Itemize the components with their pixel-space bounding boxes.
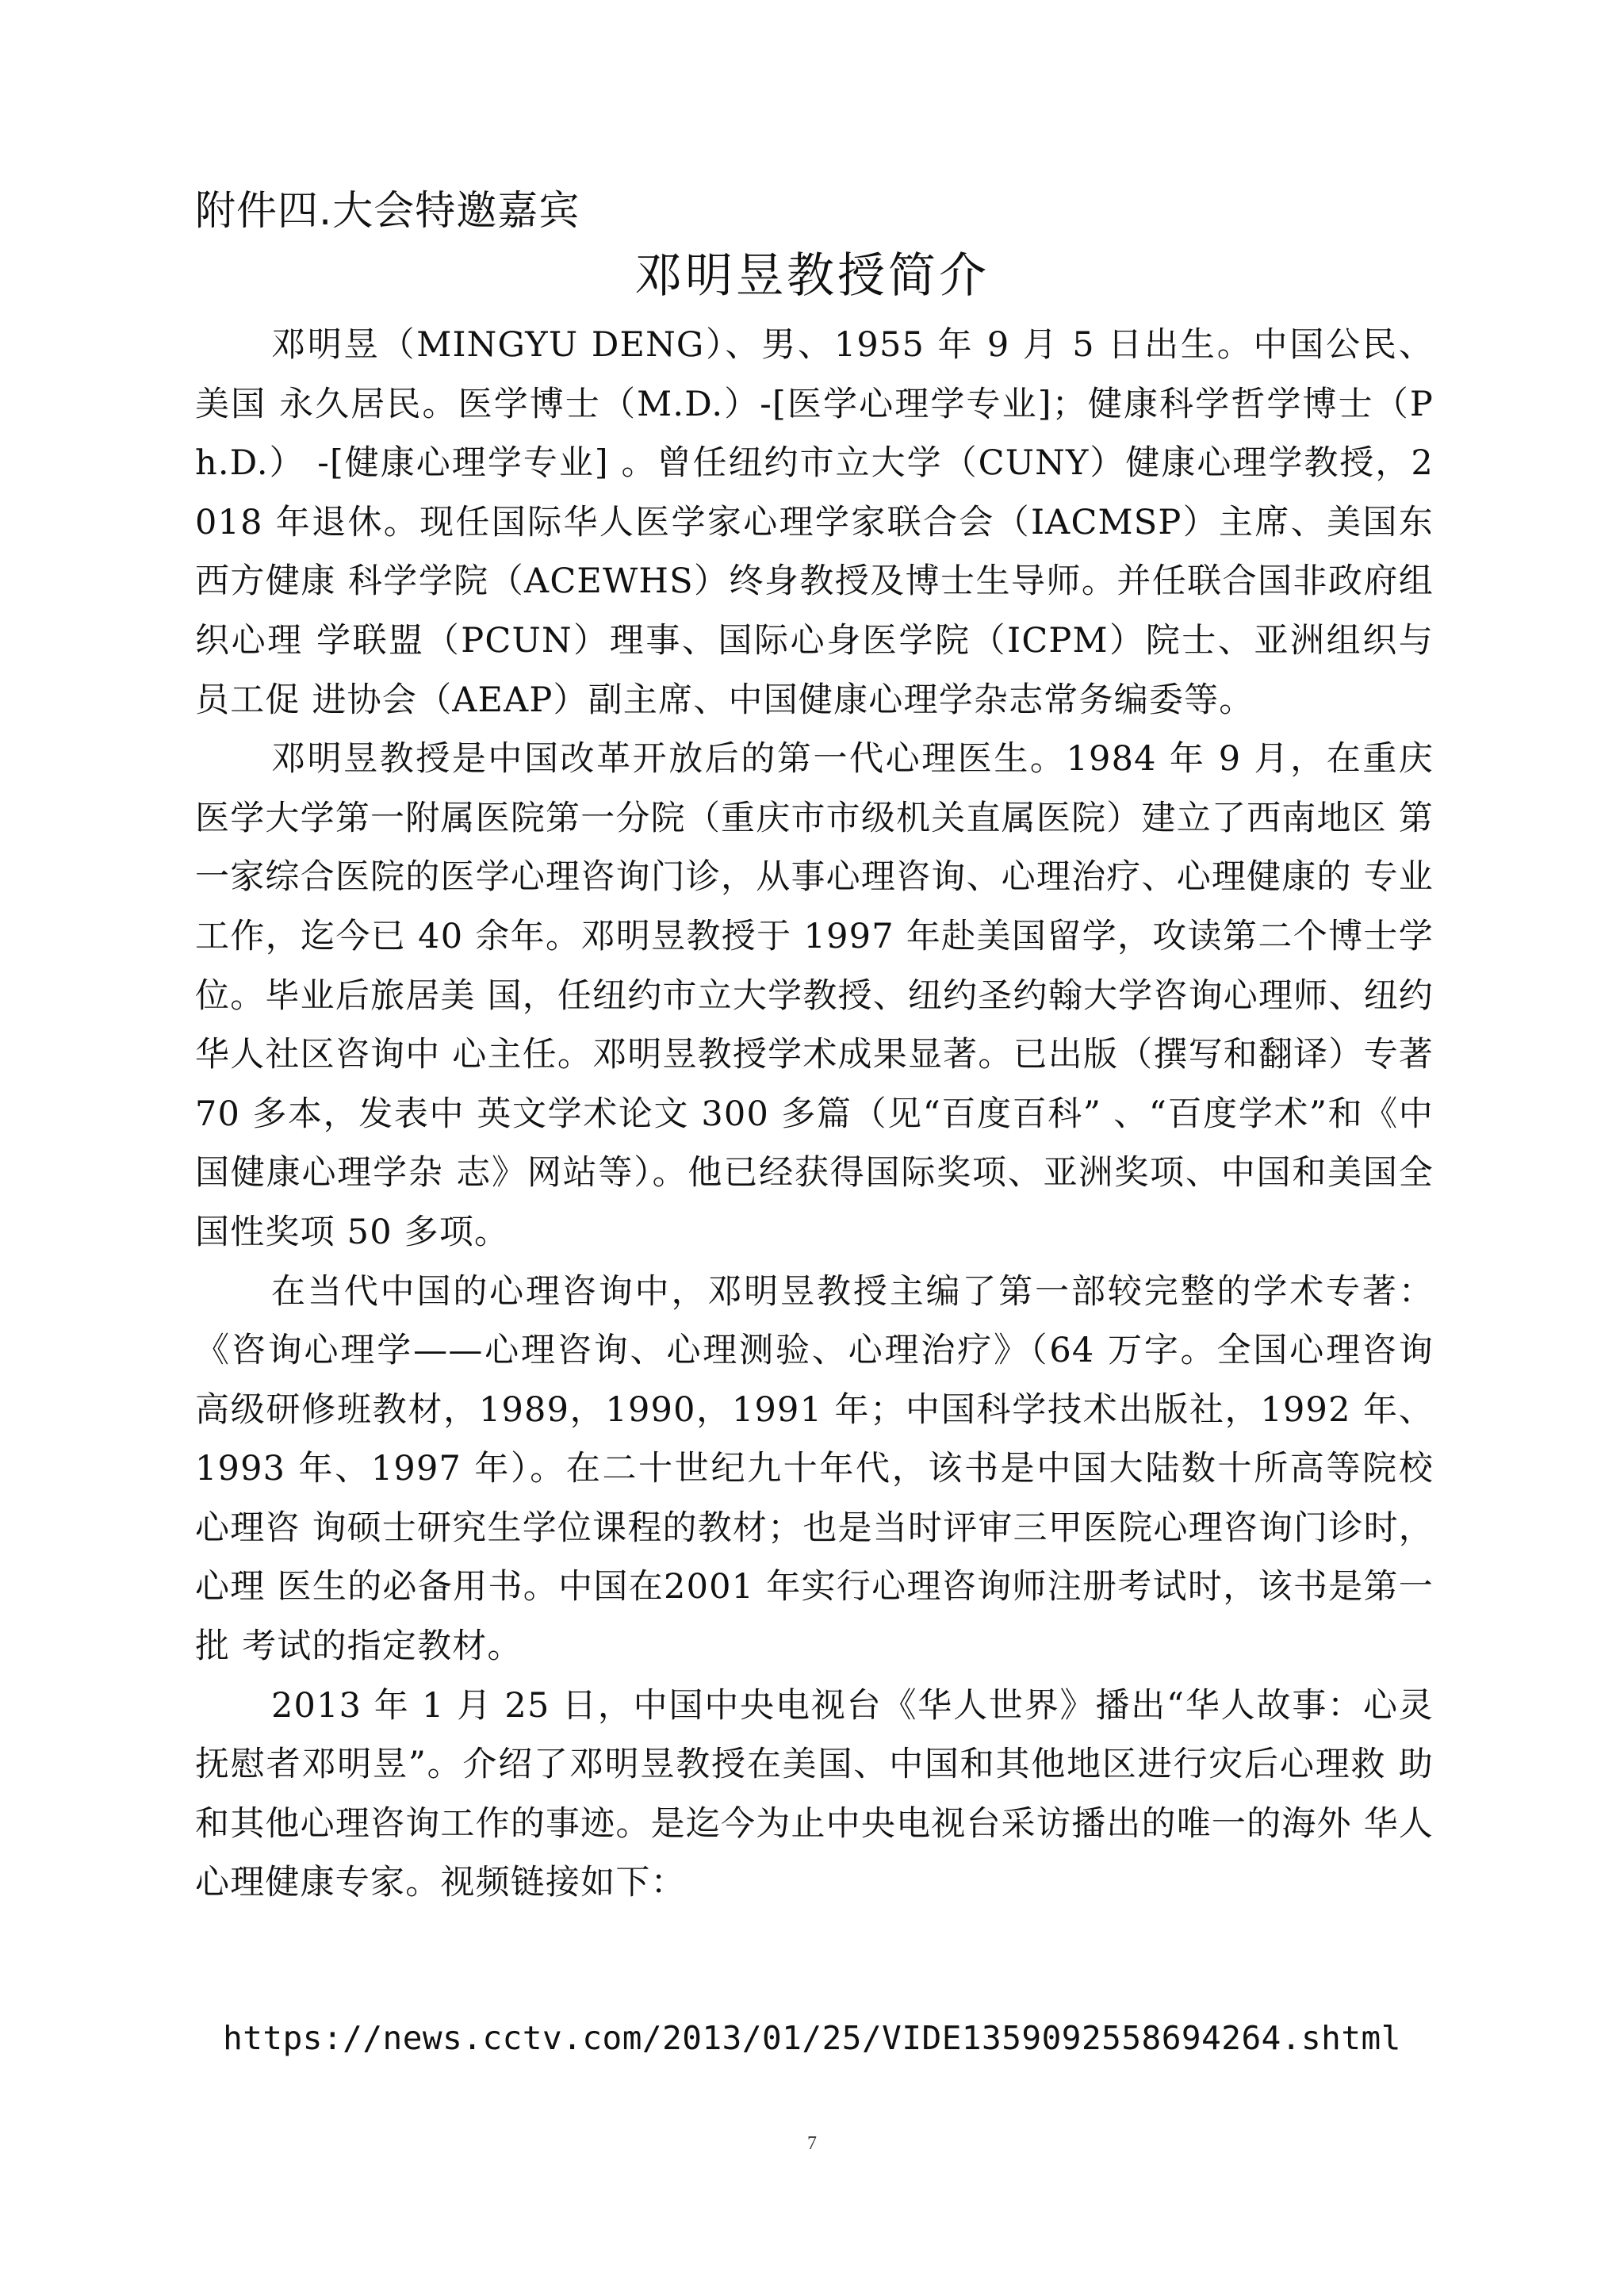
document-title: 邓明昱教授简介 [634,248,990,304]
paragraph-career: 邓明昱教授是中国改革开放后的第一代心理医生。1984 年 9 月，在重庆 医学大学第一附属医院第一分院（重庆市市级机关直属医院）建立了西南地区 第一家综合医院的医学心理咨询门诊，从事心理咨询、心理治疗、心理健康的 专业工作，迄今已 40 余年。邓明昱教授于 1997 年赴美国留学，攻读第二个博士学位。毕业后旅居美 国，任纽约市立大学教授、纽约圣约翰大学咨询心理师、纽约华人社区咨询中 心主任。邓明昱教授学术成果显著。已出版（撰写和翻译）专著 70 多本，发表中 英文学术论文 300 多篇（见“百度百科” 、“百度学术”和《中国健康心理学杂 志》网站等）。他已经获得国际奖项、亚洲奖项、中国和美国全国性奖项 50 多项。 [195,739,1434,1252]
page-number: 7 [807,2133,817,2154]
paragraph-cctv: 2013 年 1 月 25 日，中国中央电视台《华人世界》播出“华人故事：心灵 抚慰者邓明昱”。介绍了邓明昱教授在美国、中国和其他地区进行灾后心理救 助和其他心理咨询工作的事迹。是迄今为止中央电视台采访播出的唯一的海外 华人心理健康专家。视频链接如下： [195,1685,1434,1903]
section-heading: 附件四.大会特邀嘉宾 [195,188,580,235]
paragraph-profile: 邓明昱（MINGYU DENG）、男、1955 年 9 月 5 日出生。中国公民、美国 永久居民。医学博士（M.D.）-[医学心理学专业]；健康科学哲学博士（Ph.D.） -[健康心理学专业] 。曾任纽约市立大学（CUNY）健康心理学教授，2018 年退休。现任国际华人医学家心理学家联合会（IACMSP）主席、美国东西方健康 科学学院（ACEWHS）终身教授及博士生导师。并任联合国非政府组织心理 学联盟（PCUN）理事、国际心身医学院（ICPM）院士、亚洲组织与员工促 进协会（AEAP）副主席、中国健康心理学杂志常务编委等。 [195,325,1434,720]
biography-body [195,316,1434,1913]
paragraph-publications: 在当代中国的心理咨询中，邓明昱教授主编了第一部较完整的学术专著：《咨询心理学——心理咨询、心理测验、心理治疗》（64 万字。全国心理咨询 高级研修班教材，1989，1990，1991 年；中国科学技术出版社，1992 年、1993 年、1997 年）。在二十世纪九十年代，该书是中国大陆数十所高等院校心理咨 询硕士研究生学位课程的教材；也是当时评审三甲医院心理咨询门诊时，心理 医生的必备用书。中国在2001 年实行心理咨询师注册考试时，该书是第一批 考试的指定教材。 [195,1271,1434,1667]
video-link[interactable]: https://news.cctv.com/2013/01/25/VIDE1359092558694264.shtml [223,2019,1401,2057]
